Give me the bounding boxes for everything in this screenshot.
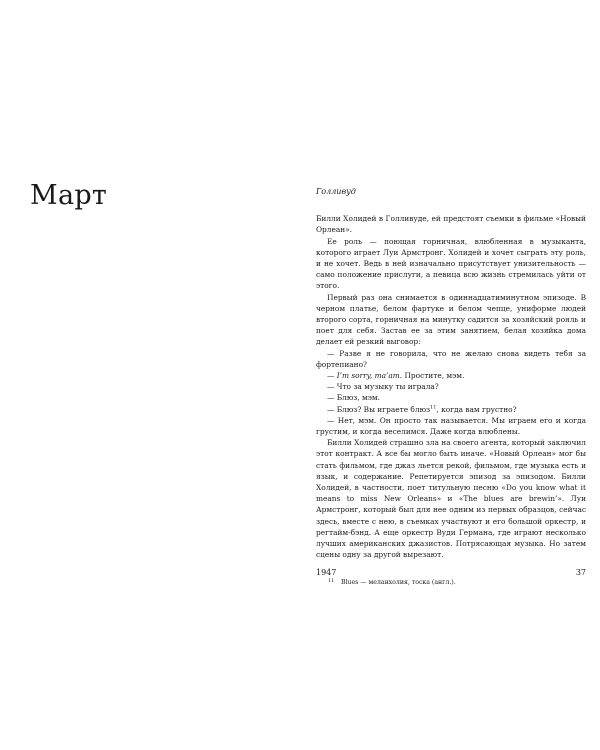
dialogue-line: — Нет, мэм. Он просто так называется. Мы играем его и когда грустим, и когда веселимся. Даже когда влюблены. bbox=[316, 415, 586, 437]
chapter-title: Март bbox=[30, 180, 108, 211]
dialogue-line: — Блюз, мэм. bbox=[327, 393, 381, 403]
dialogue-line: — I’m sorry, ma’am. Простите, мэм. bbox=[327, 371, 465, 381]
text-column bbox=[316, 186, 586, 587]
translation-phrase: Простите, мэм. bbox=[402, 371, 465, 381]
footnote bbox=[316, 578, 586, 587]
dialogue-line: — Блюз? Вы играете блюз$^{11}$, когда вам грустно? bbox=[327, 404, 517, 414]
paragraph: Ее роль — поющая горничная, влюбленная в музыканта, которого играет Луи Армстронг. Холидей и хочет сыграть эту роль, и не хочет. Ведь в ней изначально присутствует унизительность — само положение прислуги, а певица всю жизнь стремилась уйти от этого. bbox=[316, 236, 586, 291]
footnote-reference[interactable]: 11 bbox=[430, 404, 437, 411]
running-footer-year: 1947 bbox=[316, 568, 337, 577]
page-number: 37 bbox=[575, 568, 586, 577]
dialogue-line: — Что за музыку ты играла? bbox=[327, 382, 439, 392]
footnote-text: Blues — меланхолия, тоска (англ.). bbox=[341, 578, 456, 586]
english-phrase: I’m sorry, ma’am. bbox=[336, 371, 403, 381]
paragraph: Билли Холидей в Голливуде, ей предстоят съемки в фильме «Новый Орлеан». bbox=[316, 214, 586, 235]
footnote-number: 11 bbox=[328, 577, 335, 584]
paragraph: Первый раз она снимается в одиннадцатиминутном эпизоде. В черном платье, белом фартуке и белом чепце, униформе людей второго сорта, горничная на минутку садится за хозяйский рояль и поет для себя. Застав ее за этим занятием, белая хозяйка дома делает ей резкий выговор: bbox=[316, 292, 586, 347]
dialogue-line: — Разве я не говорила, что не желаю снова видеть тебя за фортепиано? bbox=[316, 348, 586, 369]
section-title: Голливуд bbox=[316, 187, 356, 196]
paragraph: Билли Холидей страшно зла на своего агента, который заключил этот контракт. А все бы могло быть иначе. «Новый Орлеан» мог бы стать фильмом, где джаз льется рекой, фильмом, где музыка есть и язык, и содержание. Репетируется эпизод за эпизодом. Билли Холидей, в частности, поет титульную песню «Do you know what it means to miss New Orleans» и «The blues are brewin’». Луи Армстронг, который был для нее одним из первых образцов, сейчас здесь, вместе с нею, в съемках участвуют и его большой оркестр, и регтайм-бэнд. А еще оркестр Вуди Германа, где играют несколько лучших американских джазистов. Потрясающая музыка. Но затем сцены одну за другой вырезают. bbox=[316, 438, 586, 560]
